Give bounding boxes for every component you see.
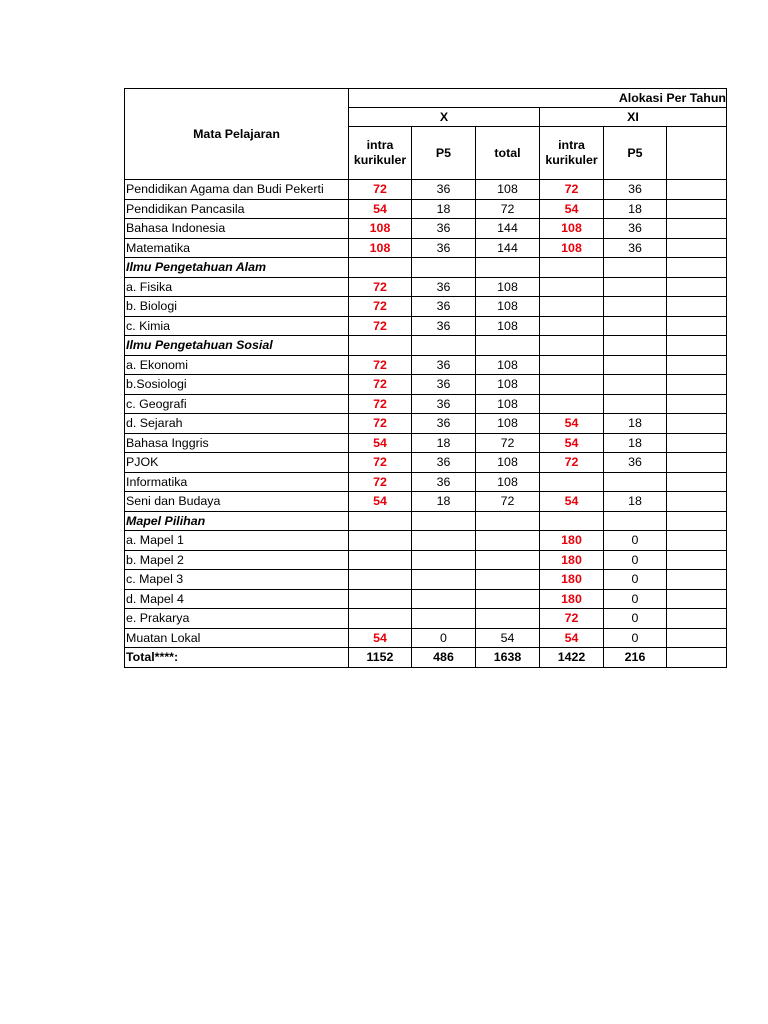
xi-total-cell [667,453,727,473]
x-intrakurikuler-cell: 54 [349,199,412,219]
x-p5-header: P5 [412,127,476,180]
x-p5-cell [412,336,476,356]
x-intrakurikuler-cell [349,589,412,609]
x-p5-cell [412,511,476,531]
xi-p5-cell: 0 [604,531,667,551]
table-row [125,531,727,551]
xi-p5-cell [604,472,667,492]
subject-name: c. Mapel 3 [125,570,349,590]
xi-p5-cell: 0 [604,550,667,570]
xi-total-cell [667,472,727,492]
x-total-cell [476,258,540,278]
xi-total-cell [667,550,727,570]
subject-name: a. Mapel 1 [125,531,349,551]
xi-total-cell [667,433,727,453]
xi-total-cell [667,336,727,356]
xi-intrakurikuler-cell [540,277,604,297]
x-intrakurikuler-cell: 72 [349,375,412,395]
x-p5-cell: 36 [412,277,476,297]
xi-p5-cell [604,375,667,395]
grade-x-header: X [349,108,540,127]
xi-intrakurikuler-cell: 180 [540,570,604,590]
x-total-cell: 108 [476,277,540,297]
subject-name: c. Geografi [125,394,349,414]
group-row [125,511,727,531]
subject-name: a. Ekonomi [125,355,349,375]
xi-intrakurikuler-cell: 180 [540,531,604,551]
subject-column-header: Mata Pelajaran [125,89,349,180]
x-p5-cell: 18 [412,199,476,219]
xi-intrakurikuler-cell: 54 [540,492,604,512]
x-intrakurikuler-cell: 72 [349,297,412,317]
x-total-cell [476,570,540,590]
xi-intrakurikuler-cell: 72 [540,609,604,629]
subject-name: e. Prakarya [125,609,349,629]
xi-intrakurikuler-cell: 108 [540,238,604,258]
table-row [125,297,727,317]
x-total-cell [476,531,540,551]
x-intrakurikuler-cell: 108 [349,219,412,239]
x-total-cell: 54 [476,628,540,648]
xi-p5-cell: 0 [604,570,667,590]
x-p5-cell [412,258,476,278]
xi-intrakurikuler-header [540,127,604,180]
x-intrakurikuler-cell: 72 [349,355,412,375]
xi-p5-cell: 36 [604,219,667,239]
xi-intrakurikuler-cell [540,258,604,278]
subject-name: b.Sosiologi [125,375,349,395]
kurikuler-label: kurikuler [353,153,407,167]
table-row [125,199,727,219]
x-intrakurikuler-cell: 72 [349,472,412,492]
xi-p5-cell [604,258,667,278]
x-p5-cell: 36 [412,414,476,434]
xi-p5-cell: 36 [604,180,667,200]
x-intrakurikuler-cell: 1152 [349,648,412,668]
xi-total-cell [667,258,727,278]
table-row [125,375,727,395]
xi-total-cell [667,316,727,336]
xi-total-cell [667,570,727,590]
table-row [125,628,727,648]
x-p5-cell [412,570,476,590]
x-total-cell: 144 [476,219,540,239]
total-row [125,648,727,668]
x-p5-cell: 18 [412,492,476,512]
x-total-cell: 108 [476,180,540,200]
subject-name: a. Fisika [125,277,349,297]
table-row [125,609,727,629]
xi-intrakurikuler-cell [540,472,604,492]
subject-name: d. Sejarah [125,414,349,434]
subject-name: Pendidikan Pancasila [125,199,349,219]
x-intrakurikuler-cell [349,258,412,278]
x-total-cell: 108 [476,394,540,414]
xi-p5-cell: 36 [604,238,667,258]
x-p5-cell [412,550,476,570]
x-intrakurikuler-cell: 72 [349,453,412,473]
table-row [125,414,727,434]
x-total-cell [476,550,540,570]
xi-p5-cell: 36 [604,453,667,473]
x-intrakurikuler-cell [349,511,412,531]
xi-total-header [667,127,727,180]
xi-p5-cell [604,336,667,356]
x-total-cell [476,511,540,531]
xi-p5-cell [604,511,667,531]
x-total-cell [476,336,540,356]
subject-name: Ilmu Pengetahuan Alam [125,258,349,278]
x-p5-cell: 18 [412,433,476,453]
table-row [125,316,727,336]
x-p5-cell: 0 [412,628,476,648]
group-row [125,336,727,356]
x-total-cell: 108 [476,453,540,473]
subject-name: b. Biologi [125,297,349,317]
table-row [125,550,727,570]
x-total-cell: 72 [476,492,540,512]
xi-total-cell [667,375,727,395]
x-p5-cell: 486 [412,648,476,668]
x-intrakurikuler-cell [349,531,412,551]
x-p5-cell: 36 [412,375,476,395]
xi-p5-cell: 18 [604,199,667,219]
x-total-cell: 144 [476,238,540,258]
x-intrakurikuler-cell: 54 [349,492,412,512]
x-intrakurikuler-cell [349,609,412,629]
subject-name: Pendidikan Agama dan Budi Pekerti [125,180,349,200]
xi-p5-cell: 0 [604,609,667,629]
x-p5-cell: 36 [412,219,476,239]
allocation-spreadsheet [124,88,726,668]
x-total-cell: 108 [476,297,540,317]
x-intrakurikuler-cell: 72 [349,316,412,336]
xi-intrakurikuler-cell: 54 [540,628,604,648]
x-p5-cell: 36 [412,453,476,473]
x-p5-cell: 36 [412,355,476,375]
x-intrakurikuler-cell: 72 [349,277,412,297]
x-total-cell: 108 [476,414,540,434]
x-total-header: total [476,127,540,180]
xi-p5-cell [604,394,667,414]
intra-label: intra [558,138,585,152]
x-intrakurikuler-cell [349,550,412,570]
xi-intrakurikuler-cell [540,511,604,531]
x-p5-cell [412,609,476,629]
x-p5-cell [412,589,476,609]
subject-name: d. Mapel 4 [125,589,349,609]
subject-name: Bahasa Inggris [125,433,349,453]
table-row [125,453,727,473]
table-row [125,589,727,609]
subject-name: Seni dan Budaya [125,492,349,512]
allocation-per-year-header: Alokasi Per Tahun [349,89,727,108]
subject-name: Ilmu Pengetahuan Sosial [125,336,349,356]
subject-name: Muatan Lokal [125,628,349,648]
x-total-cell: 72 [476,199,540,219]
table-row [125,277,727,297]
x-total-cell [476,609,540,629]
xi-total-cell [667,277,727,297]
xi-p5-cell [604,316,667,336]
xi-total-cell [667,492,727,512]
xi-total-cell [667,609,727,629]
xi-p5-cell: 0 [604,628,667,648]
x-total-cell: 108 [476,375,540,395]
xi-total-cell [667,219,727,239]
x-total-cell: 108 [476,355,540,375]
table-row [125,570,727,590]
xi-intrakurikuler-cell [540,375,604,395]
x-total-cell: 72 [476,433,540,453]
xi-intrakurikuler-cell: 54 [540,199,604,219]
xi-p5-header: P5 [604,127,667,180]
xi-intrakurikuler-cell [540,394,604,414]
xi-intrakurikuler-cell: 54 [540,414,604,434]
table-body [125,180,727,668]
x-intrakurikuler-cell: 108 [349,238,412,258]
xi-total-cell [667,531,727,551]
x-total-cell: 108 [476,316,540,336]
xi-intrakurikuler-cell [540,316,604,336]
table-row [125,472,727,492]
x-intrakurikuler-cell: 54 [349,433,412,453]
table-row [125,394,727,414]
xi-p5-cell: 216 [604,648,667,668]
table-row [125,492,727,512]
x-p5-cell: 36 [412,238,476,258]
xi-total-cell [667,394,727,414]
xi-total-cell [667,199,727,219]
table-row [125,355,727,375]
xi-p5-cell: 0 [604,589,667,609]
xi-p5-cell: 18 [604,414,667,434]
x-intrakurikuler-cell [349,570,412,590]
x-total-cell: 1638 [476,648,540,668]
grade-xi-header: XI [540,108,727,127]
xi-intrakurikuler-cell: 1422 [540,648,604,668]
xi-p5-cell [604,277,667,297]
xi-intrakurikuler-cell: 72 [540,180,604,200]
x-total-cell [476,589,540,609]
table-row [125,238,727,258]
xi-p5-cell: 18 [604,492,667,512]
x-intrakurikuler-header [349,127,412,180]
xi-intrakurikuler-cell [540,336,604,356]
subject-name: Bahasa Indonesia [125,219,349,239]
xi-total-cell [667,648,727,668]
x-intrakurikuler-cell [349,336,412,356]
xi-intrakurikuler-cell: 54 [540,433,604,453]
x-intrakurikuler-cell: 54 [349,628,412,648]
xi-total-cell [667,238,727,258]
x-p5-cell: 36 [412,472,476,492]
x-total-cell: 108 [476,472,540,492]
xi-intrakurikuler-cell [540,355,604,375]
kurikuler-label: kurikuler [545,153,598,167]
xi-total-cell [667,297,727,317]
allocation-table [124,88,727,668]
xi-intrakurikuler-cell: 72 [540,453,604,473]
xi-intrakurikuler-cell: 180 [540,550,604,570]
subject-name: b. Mapel 2 [125,550,349,570]
table-row [125,180,727,200]
xi-total-cell [667,628,727,648]
x-p5-cell: 36 [412,394,476,414]
intra-label: intra [366,138,394,152]
subject-name: Matematika [125,238,349,258]
subject-name: c. Kimia [125,316,349,336]
group-row [125,258,727,278]
xi-p5-cell [604,297,667,317]
xi-intrakurikuler-cell [540,297,604,317]
x-p5-cell: 36 [412,180,476,200]
xi-p5-cell: 18 [604,433,667,453]
subject-name: Informatika [125,472,349,492]
x-intrakurikuler-cell: 72 [349,394,412,414]
subject-name: Mapel Pilihan [125,511,349,531]
x-p5-cell [412,531,476,551]
x-intrakurikuler-cell: 72 [349,414,412,434]
x-intrakurikuler-cell: 72 [349,180,412,200]
xi-p5-cell [604,355,667,375]
xi-total-cell [667,355,727,375]
xi-total-cell [667,414,727,434]
xi-intrakurikuler-cell: 180 [540,589,604,609]
xi-total-cell [667,180,727,200]
subject-name: PJOK [125,453,349,473]
table-header [125,89,727,180]
xi-total-cell [667,511,727,531]
xi-intrakurikuler-cell: 108 [540,219,604,239]
xi-total-cell [667,589,727,609]
x-p5-cell: 36 [412,297,476,317]
x-p5-cell: 36 [412,316,476,336]
table-row [125,219,727,239]
table-row [125,433,727,453]
total-label: Total****: [125,648,349,668]
